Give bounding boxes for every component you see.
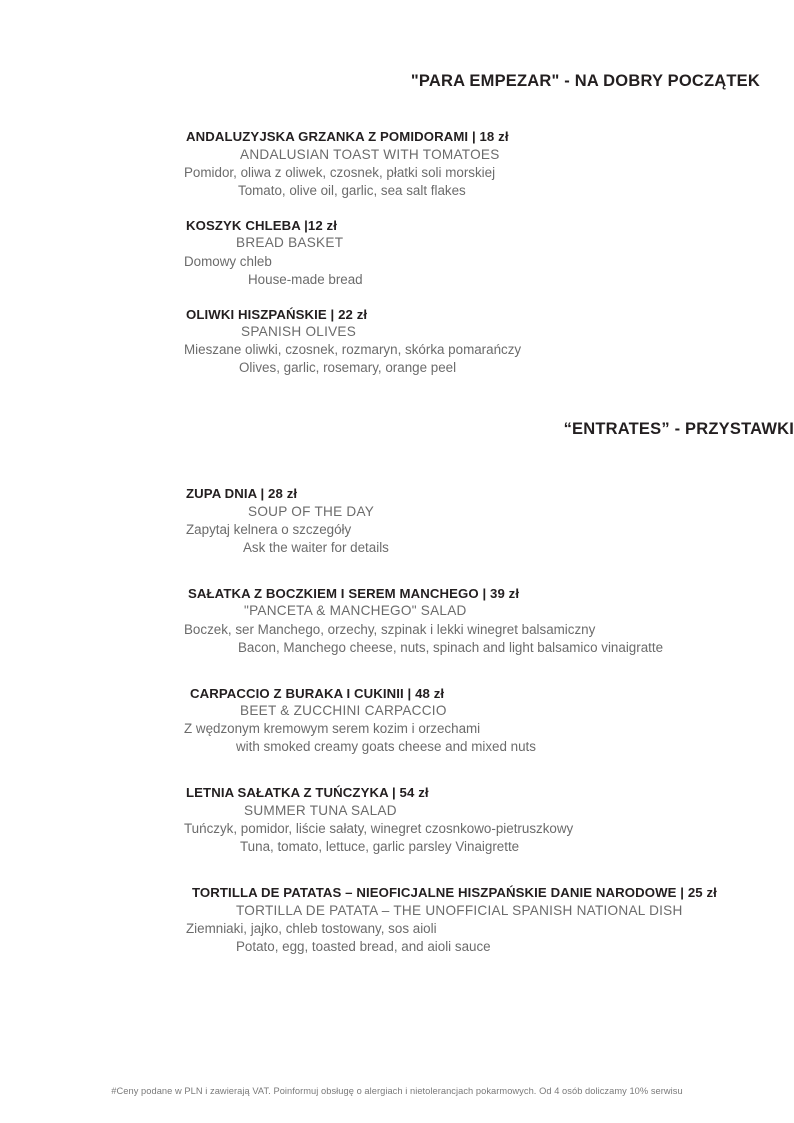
- item-description-en: Ask the waiter for details: [243, 539, 389, 555]
- item-description-pl: Ziemniaki, jajko, chleb tostowany, sos aioli: [186, 921, 437, 937]
- item-description-en: with smoked creamy goats cheese and mixed nuts: [236, 739, 536, 755]
- item-description-pl: Zapytaj kelnera o szczegóły: [186, 521, 352, 537]
- section-heading-entrates: “ENTRATES” - PRZYSTAWKI: [563, 420, 794, 438]
- item-description-en: Olives, garlic, rosemary, orange peel: [239, 360, 457, 376]
- item-title-en: BREAD BASKET: [236, 235, 344, 251]
- item-description-pl: Domowy chleb: [184, 253, 272, 269]
- menu-item: [0, 485, 794, 557]
- menu-item-list-entrates: [0, 485, 794, 984]
- menu-item: [0, 784, 794, 856]
- menu-item: [0, 685, 794, 757]
- item-title-pl: LETNIA SAŁATKA Z TUŃCZYKA | 54 zł: [186, 785, 429, 801]
- item-title-pl: CARPACCIO Z BURAKA I CUKINII | 48 zł: [190, 685, 445, 701]
- item-title-en: SPANISH OLIVES: [241, 324, 357, 340]
- item-description-pl: Boczek, ser Manchego, orzechy, szpinak i lekki winegret balsamiczny: [184, 621, 596, 637]
- menu-item: [0, 128, 794, 200]
- menu-item: [0, 884, 794, 956]
- section-heading-para-empezar: "PARA EMPEZAR" - NA DOBRY POCZĄTEK: [410, 72, 760, 90]
- item-title-pl: TORTILLA DE PATATAS – NIEOFICJALNE HISZPAŃSKIE DANIE NARODOWE | 25 zł: [192, 885, 717, 901]
- menu-item: [0, 217, 794, 289]
- item-description-pl: Z wędzonym kremowym serem kozim i orzechami: [184, 721, 481, 737]
- item-title-en: "PANCETA & MANCHEGO" SALAD: [244, 603, 467, 619]
- item-title-en: TORTILLA DE PATATA – THE UNOFFICIAL SPANISH NATIONAL DISH: [236, 902, 683, 918]
- item-description-en: Potato, egg, toasted bread, and aioli sauce: [236, 939, 491, 955]
- item-description-pl: Mieszane oliwki, czosnek, rozmaryn, skórka pomarańczy: [184, 342, 522, 358]
- item-title-pl: ZUPA DNIA | 28 zł: [186, 486, 298, 501]
- item-title-pl: ANDALUZYJSKA GRZANKA Z POMIDORAMI | 18 zł: [186, 129, 509, 144]
- item-title-en: SOUP OF THE DAY: [248, 503, 375, 519]
- item-description-pl: Pomidor, oliwa z oliwek, czosnek, płatki soli morskiej: [184, 164, 496, 180]
- item-description-en: Bacon, Manchego cheese, nuts, spinach and light balsamico vinaigratte: [238, 639, 664, 655]
- item-description-en: Tuna, tomato, lettuce, garlic parsley Vinaigrette: [240, 839, 520, 855]
- item-title-pl: KOSZYK CHLEBA |12 zł: [186, 217, 338, 233]
- item-title-pl: OLIWKI HISZPAŃSKIE | 22 zł: [186, 306, 368, 322]
- item-description-en: House-made bread: [248, 271, 363, 287]
- item-title-pl: SAŁATKA Z BOCZKIEM I SEREM MANCHEGO | 39 zł: [188, 585, 520, 601]
- item-title-en: BEET & ZUCCHINI CARPACCIO: [240, 703, 447, 719]
- item-description-en: Tomato, olive oil, garlic, sea salt flakes: [238, 182, 466, 198]
- item-title-en: SUMMER TUNA SALAD: [244, 803, 397, 819]
- menu-item-list-para-empezar: [0, 128, 794, 394]
- menu-item: [0, 585, 794, 657]
- footer-disclaimer: #Ceny podane w PLN i zawierają VAT. Poinformuj obsługę o alergiach i nietolerancjach pokarmowych. Od 4 osób doliczamy 10% serwisu: [111, 1086, 683, 1096]
- item-title-en: ANDALUSIAN TOAST WITH TOMATOES: [240, 146, 500, 162]
- item-description-pl: Tuńczyk, pomidor, liście sałaty, winegret czosnkowo-pietruszkowy: [184, 821, 574, 837]
